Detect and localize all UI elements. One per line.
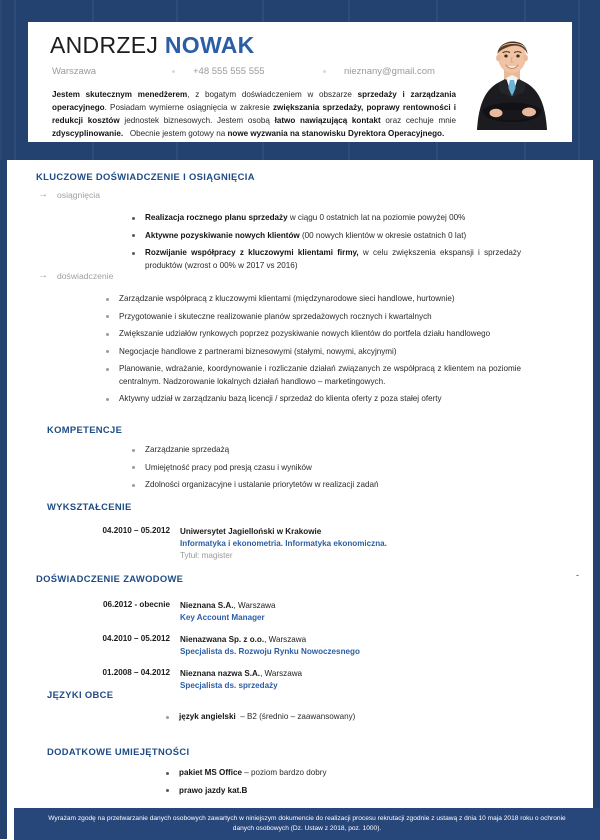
band-stripe	[14, 0, 16, 160]
header-band	[0, 0, 600, 160]
section-title-education: WYKSZTAŁCENIE	[47, 501, 132, 512]
section-title-competencies: KOMPETENCJE	[47, 424, 123, 435]
work-entry-date: 01.2008 – 04.2012	[102, 668, 170, 677]
section-title-languages: JĘZYKI OBCE	[47, 689, 114, 700]
contact-phone[interactable]: +48 555 555 555	[193, 66, 265, 77]
band-stripe	[578, 0, 580, 160]
subsection-experience-label: doświadczenie	[57, 271, 114, 281]
work-entry-date: 06.2012 - obecnie	[102, 600, 170, 609]
work-entry-date: 04.2010 – 05.2012	[102, 634, 170, 643]
work-entry-body	[180, 634, 360, 658]
list-item: Przygotowanie i skuteczne realizowanie planów sprzedażowych rocznych i kwartalnych	[105, 311, 521, 324]
work-entry	[62, 634, 360, 658]
work-entry-org	[180, 634, 360, 646]
list-item: Zarządzanie sprzedażą	[131, 444, 521, 457]
list-item: Negocjacje handlowe z partnerami biznesowymi (stałymi, nowymi, akcyjnymi)	[105, 346, 521, 359]
list-item: Planowanie, wdrażanie, koordynowanie i rozliczanie działań związanych ze współpracą z klientem na poziomie centralnym. Nadzorowanie lokalnych działań handlowo – marketingowych.	[105, 363, 521, 388]
arrow-right-icon: →	[38, 270, 48, 281]
last-name: NOWAK	[164, 32, 255, 58]
dot-separator-icon	[323, 70, 326, 73]
key-experience-list	[105, 293, 521, 411]
work-entry-location: , Warszawa	[264, 635, 307, 644]
candidate-photo	[460, 26, 564, 138]
cv-body	[0, 160, 600, 839]
extra-skills-list	[165, 767, 521, 802]
education-entry	[62, 526, 387, 562]
languages-list	[165, 711, 521, 729]
work-entry-body	[180, 600, 276, 624]
section-title-work: DOŚWIADCZENIE ZAWODOWE	[36, 573, 184, 584]
work-section-right-dash: -	[576, 570, 579, 580]
work-entry-org	[180, 668, 302, 680]
photo-illustration	[460, 26, 564, 138]
work-entry-company: Nienazwana Sp. z o.o.	[180, 635, 265, 644]
list-item: Rozwijanie współpracy z kluczowymi klientami firmy, w celu zwiększenia ekspansji i sprzedaży produktów (wzrost o 00% w 2017 vs 2016)	[131, 247, 521, 272]
list-item: pakiet MS Office – poziom bardzo dobry	[165, 767, 521, 780]
achievements-list	[131, 212, 521, 277]
first-name: ANDRZEJ	[50, 32, 159, 58]
list-item: Realizacja rocznego planu sprzedaży w ciągu 0 ostatnich lat na poziomie powyżej 00%	[131, 212, 521, 225]
arrow-right-icon: →	[38, 189, 48, 200]
education-entry-field: Informatyka i ekonometria. Informatyka ekonomiczna.	[180, 539, 387, 549]
work-entry-org	[180, 600, 276, 612]
list-item: język angielski – B2 (średnio – zaawansowany)	[165, 711, 521, 724]
list-item: Zwiększanie udziałów rynkowych poprzez pozyskiwanie nowych klientów do portfela działu handlowego	[105, 328, 521, 341]
work-entry-role: Specjalista ds. sprzedaży	[180, 681, 278, 691]
work-entry-company: Nieznana S.A.	[180, 601, 234, 610]
work-entry-role: Key Account Manager	[180, 613, 265, 623]
section-title-extra-skills: DODATKOWE UMIEJĘTNOŚCI	[47, 746, 190, 757]
subsection-achievements-label: osiągnięcia	[57, 190, 100, 200]
education-entry-degree: Tytuł: magister	[180, 551, 233, 561]
profile-summary: Jestem skutecznym menedżerem, z bogatym doświadczeniem w obszarze sprzedaży i zarządzania operacyjnego. Posiadam wymierne osiągnięcia w zakresie zwiększania sprzedaży, poprawy rentowności i redukcji kosztów jednostek biznesowych. Jestem osobą łatwo nawiązującą kontakt oraz cechuje mnie zdyscyplinowanie. Obecnie jestem gotowy na nowe wyzwania na stanowisku Dyrektora Operacyjnego.	[52, 90, 457, 139]
work-entry	[62, 600, 276, 624]
work-entry-body	[180, 668, 302, 692]
work-entry-role: Specjalista ds. Rozwoju Rynku Nowoczesnego	[180, 647, 360, 657]
cv-body-inner	[7, 160, 593, 839]
contact-row	[52, 66, 435, 77]
list-item: Zarządzanie współpracą z kluczowymi klientami (międzynarodowe sieci handlowe, hurtownie)	[105, 293, 521, 306]
section-title-key-experience: KLUCZOWE DOŚWIADCZENIE I OSIĄGNIĘCIA	[36, 171, 255, 182]
candidate-name	[50, 32, 255, 59]
contact-email[interactable]: nieznany@gmail.com	[344, 66, 435, 77]
work-entry-location: , Warszawa	[260, 669, 303, 678]
list-item: Umiejętność pracy pod presją czasu i wyników	[131, 462, 521, 475]
education-entry-body	[180, 526, 387, 562]
list-item: Zdolności organizacyjne i ustalanie priorytetów w realizacji zadań	[131, 479, 521, 492]
dot-separator-icon	[172, 70, 175, 73]
education-entry-date: 04.2010 – 05.2012	[102, 526, 170, 535]
consent-footer: Wyrażam zgodę na przetwarzanie danych osobowych zawartych w niniejszym dokumencie do realizacji procesu rekrutacji zgodnie z ustawą z dnia 10 maja 2018 roku o ochronie danych osobowych (Dz. Ustaw z 2018, poz. 1000).	[14, 808, 600, 840]
work-entry-company: Nieznana nazwa S.A.	[180, 669, 261, 678]
work-entry-location: , Warszawa	[233, 601, 276, 610]
header-card	[28, 22, 572, 142]
subsection-experience	[38, 271, 113, 281]
education-entry-org	[180, 526, 387, 538]
competencies-list	[131, 444, 521, 497]
education-entry-org-text: Uniwersytet Jagielloński w Krakowie	[180, 527, 322, 536]
list-item: Aktywne pozyskiwanie nowych klientów (00 nowych klientów w okresie ostatnich 0 lat)	[131, 230, 521, 243]
subsection-achievements	[38, 190, 100, 200]
list-item: prawo jazdy kat.B	[165, 785, 521, 798]
list-item: Aktywny udział w zarządzaniu bazą licencji / sprzedaż do klienta oferty z poza stałej oferty	[105, 393, 521, 406]
contact-city: Warszawa	[52, 66, 96, 77]
